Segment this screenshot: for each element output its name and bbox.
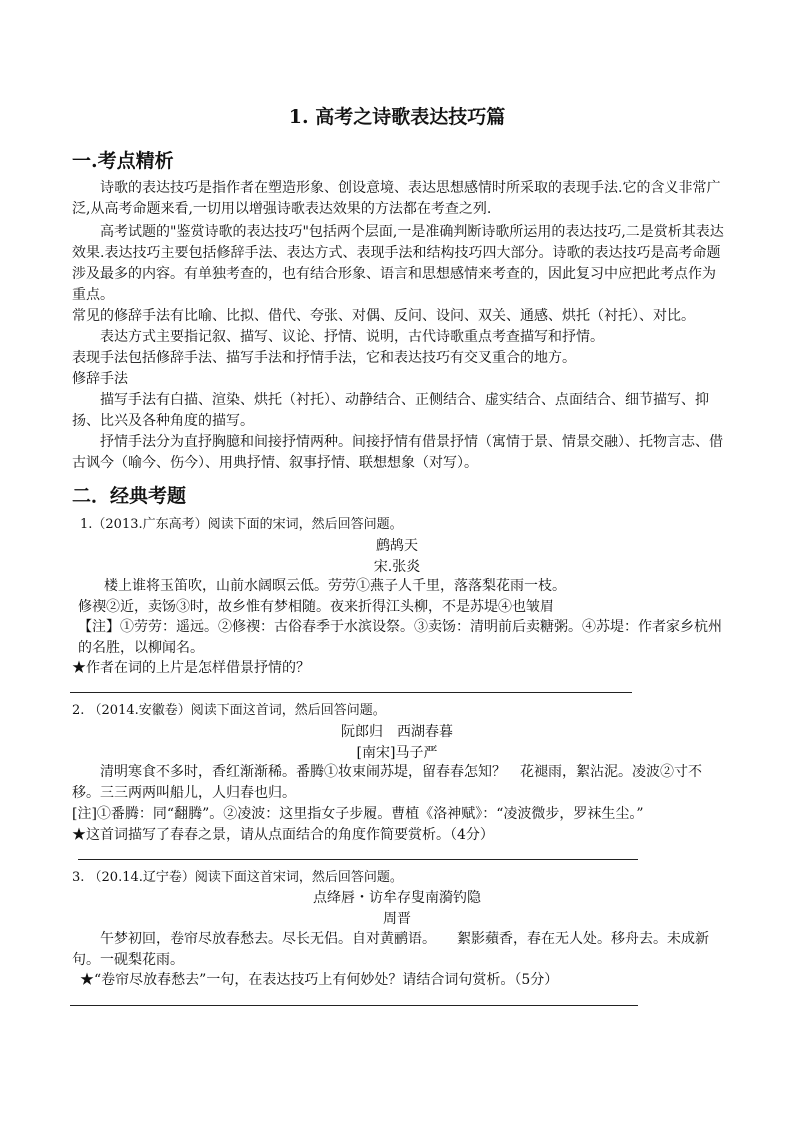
- q2-question: ★这首词描写了春春之景，请从点面结合的角度作简要赏析。（4分）: [72, 827, 494, 843]
- section-heading-1: 一.考点精析: [72, 150, 174, 172]
- q2-author: [南宋]马子严: [356, 745, 438, 761]
- q2-note: [注]①番腾：同“翻腾”。②凌波：这里指女子步履。曹植《洛神赋》：“凌波微步，罗袜生尘。”: [72, 806, 644, 822]
- q2-poem-text: 清明寒食不多时，香红渐渐稀。番腾①妆束闹苏堤，留春春怎知？ 花褪雨，絮沾泥。凌波②寸不移。三三两两叫船儿，人归春也归。: [72, 764, 702, 801]
- paragraph-lyric: 抒情手法分为直抒胸臆和间接抒情两种。间接抒情有借景抒情（寓情于景、情景交融）、托物言志、借古讽今（喻今、伤今）、用典抒情、叙事抒情、联想想象（对写）。: [72, 434, 723, 471]
- paragraph-expression-modes: 表达方式主要指记叙、描写、议论、抒情、说明，古代诗歌重点考查描写和抒情。: [100, 329, 604, 345]
- q1-poem-line: 楼上谁将玉笛吹，山前水阔暝云低。劳劳①燕子人千里，落落梨花雨一枝。: [104, 578, 566, 594]
- paragraph-techniques: 表现手法包括修辞手法、描写手法和抒情手法，它和表达技巧有交叉重合的地方。: [72, 350, 576, 366]
- q1-note: 【注】①劳劳：遥远。②修禊：古俗春季于水滨设祭。③卖饧：清明前后卖糖粥。④苏堤：作者家乡杭州的名胜，以柳闻名。: [78, 619, 722, 656]
- answer-line: [70, 692, 632, 693]
- q3-intro: 3. （20.14.辽宁卷）阅读下面这首宋词，然后回答问题。: [72, 870, 403, 885]
- q1-intro: 1.（2013.广东高考）阅读下面的宋词，然后回答问题。: [80, 517, 403, 532]
- answer-line: [70, 1005, 638, 1006]
- q1-poem-line: 修禊②近，卖饧③时，故乡惟有梦相随。夜来折得江头柳，不是苏堤④也皱眉: [78, 599, 554, 615]
- q1-author: 宋.张炎: [373, 559, 421, 575]
- paragraph-rhetoric-label: 修辞手法: [72, 371, 128, 387]
- section-heading-2: 二．经典考题: [72, 485, 187, 507]
- q3-poem-title: 点绛唇・访牟存叟南漪钓隐: [313, 890, 481, 906]
- q1-question: ★作者在词的上片是怎样借景抒情的？: [72, 660, 310, 676]
- paragraph-description: 描写手法有白描、渲染、烘托（衬托）、动静结合、正侧结合、虚实结合、点面结合、细节描写、抑扬、比兴及各种角度的描写。: [72, 392, 709, 429]
- q2-poem-title: 阮郎归 西湖春暮: [341, 724, 453, 740]
- paragraph-exam-levels: 高考试题的"鉴赏诗歌的表达技巧"包括两个层面,一是准确判断诗歌所运用的表达技巧,二是赏析其表达效果.表达技巧主要包括修辞手法、表达方式、表现手法和结构技巧四大部分。诗歌的表达技巧是高考命题涉及最多的内容。有单独考查的，也有结合形象、语言和思想感情来考查的，因此复习中应把此考点作为重点。: [72, 224, 724, 303]
- answer-line: [78, 859, 638, 860]
- q3-author: 周晋: [383, 911, 411, 927]
- q1-poem-title: 鹧鸪天: [376, 538, 418, 554]
- paragraph-rhetoric-list: 常见的修辞手法有比喻、比拟、借代、夸张、对偶、反问、设问、双关、通感、烘托（衬托）、对比。: [72, 308, 695, 324]
- paragraph-definition: 诗歌的表达技巧是指作者在塑造形象、创设意境、表达思想感情时所采取的表现手法.它的含义非常广泛,从高考命题来看,一切用以增强诗歌表达效果的方法都在考查之列.: [72, 180, 721, 217]
- page-title: 1. 高考之诗歌表达技巧篇: [288, 106, 506, 128]
- q3-poem-text: 午梦初回，卷帘尽放春愁去。尽长无侣。自对黄鹂语。 絮影蘋香，春在无人处。移舟去。未成新句。一砚梨花雨。: [72, 931, 709, 968]
- q2-intro: 2. （2014.安徽卷）阅读下面这首词，然后回答问题。: [72, 703, 386, 718]
- q3-question: ★“卷帘尽放春愁去”一句，在表达技巧上有何妙处？请结合词句赏析。（5分）: [80, 972, 559, 988]
